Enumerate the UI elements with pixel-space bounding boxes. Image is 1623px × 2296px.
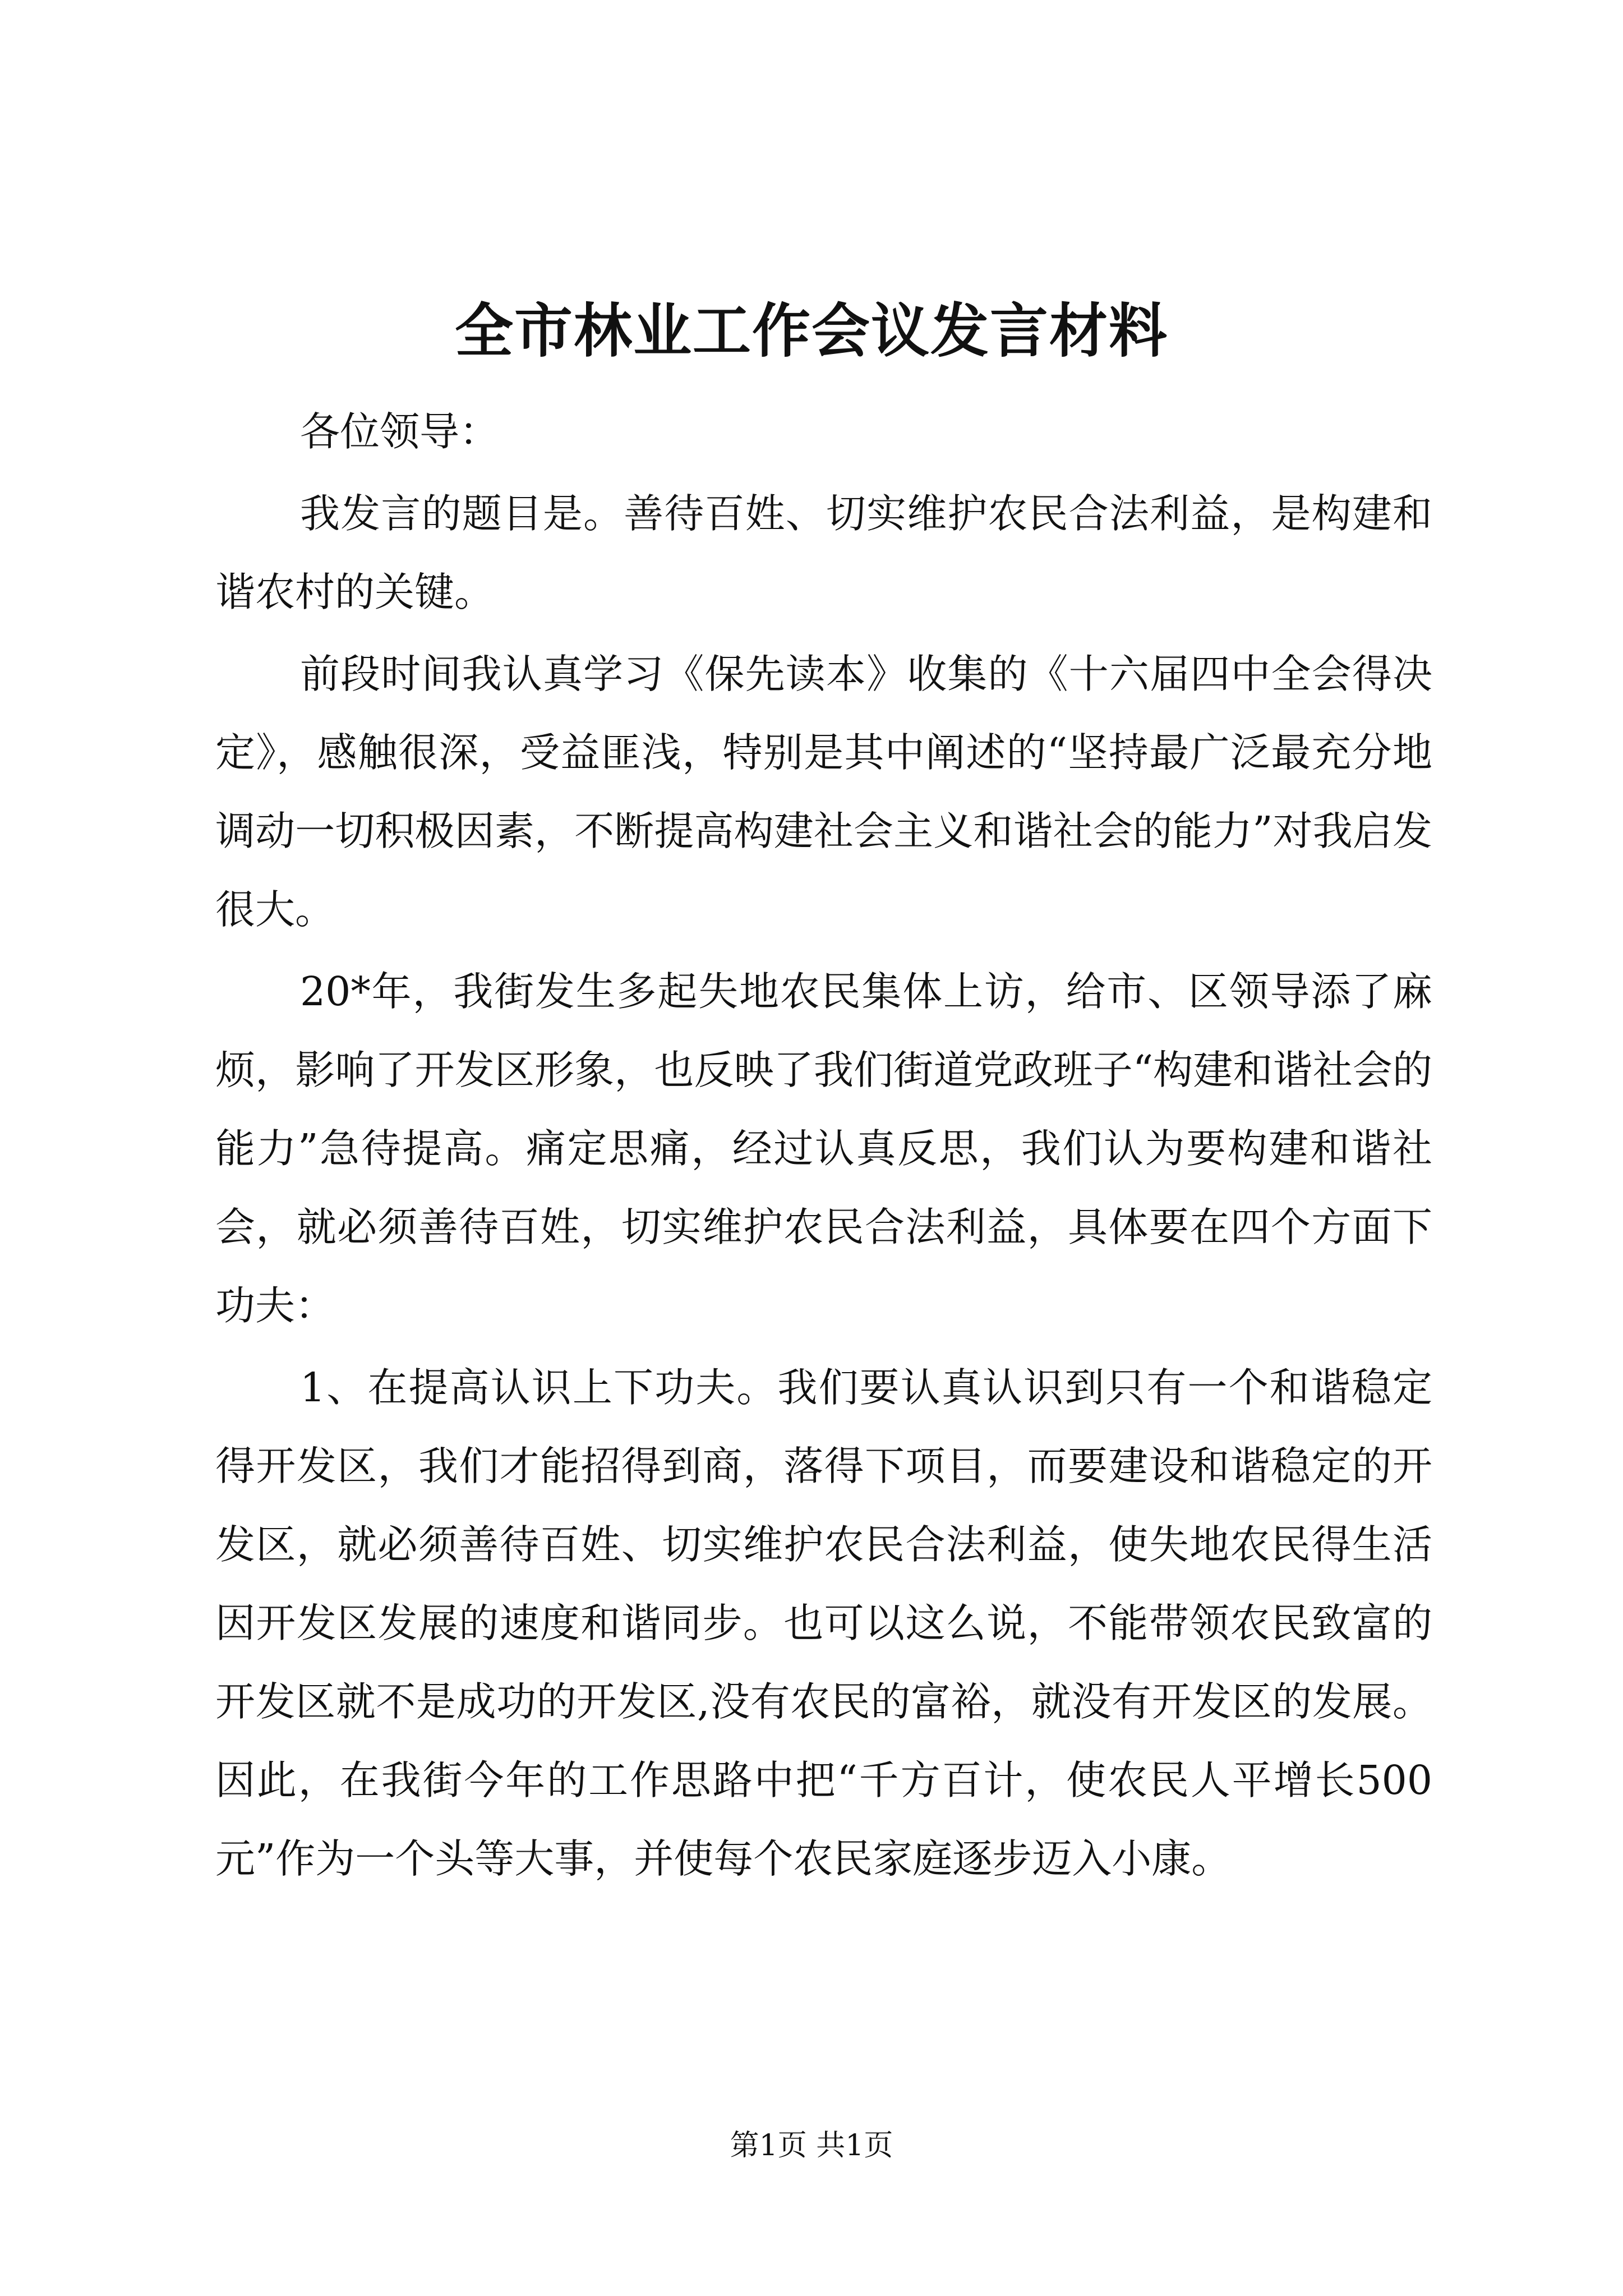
body-paragraph: 我发言的题目是。善待百姓、切实维护农民合法利益，是构建和谐农村的关键。 [215, 490, 1432, 615]
document-title: 全市林业工作会议发言材料 [454, 296, 1168, 365]
salutation-paragraph: 各位领导： [300, 408, 500, 455]
page-footer: 第1页 共1页 [730, 2129, 893, 2162]
body-paragraph: 前段时间我认真学习《保先读本》收集的《十六届四中全会得决定》，感触很深，受益匪浅，特别是其中阐述的“坚持最广泛最充分地调动一切积极因素，不断提高构建社会主义和谐社会的能力”对我启发很大。 [215, 651, 1432, 933]
document-body [215, 393, 1432, 1902]
body-paragraph: 20*年，我街发生多起失地农民集体上访，给市、区领导添了麻烦，影响了开发区形象，也反映了我们街道党政班子“构建和谐社会的能力”急待提高。痛定思痛，经过认真反思，我们认为要构建和谐社会，就必须善待百姓，切实维护农民合法利益，具体要在四个方面下功夫： [215, 968, 1432, 1329]
body-paragraph: 1、在提高认识上下功夫。我们要认真认识到只有一个和谐稳定得开发区，我们才能招得到商，落得下项目，而要建设和谐稳定的开发区，就必须善待百姓、切实维护农民合法利益，使失地农民得生活因开发区发展的速度和谐同步。也可以这么说，不能带领农民致富的开发区就不是成功的开发区,没有农民的富裕，就没有开发区的发展。因此，在我街今年的工作思路中把“千方百计，使农民人平增长500元”作为一个头等大事，并使每个农民家庭逐步迈入小康。 [215, 1364, 1432, 1882]
